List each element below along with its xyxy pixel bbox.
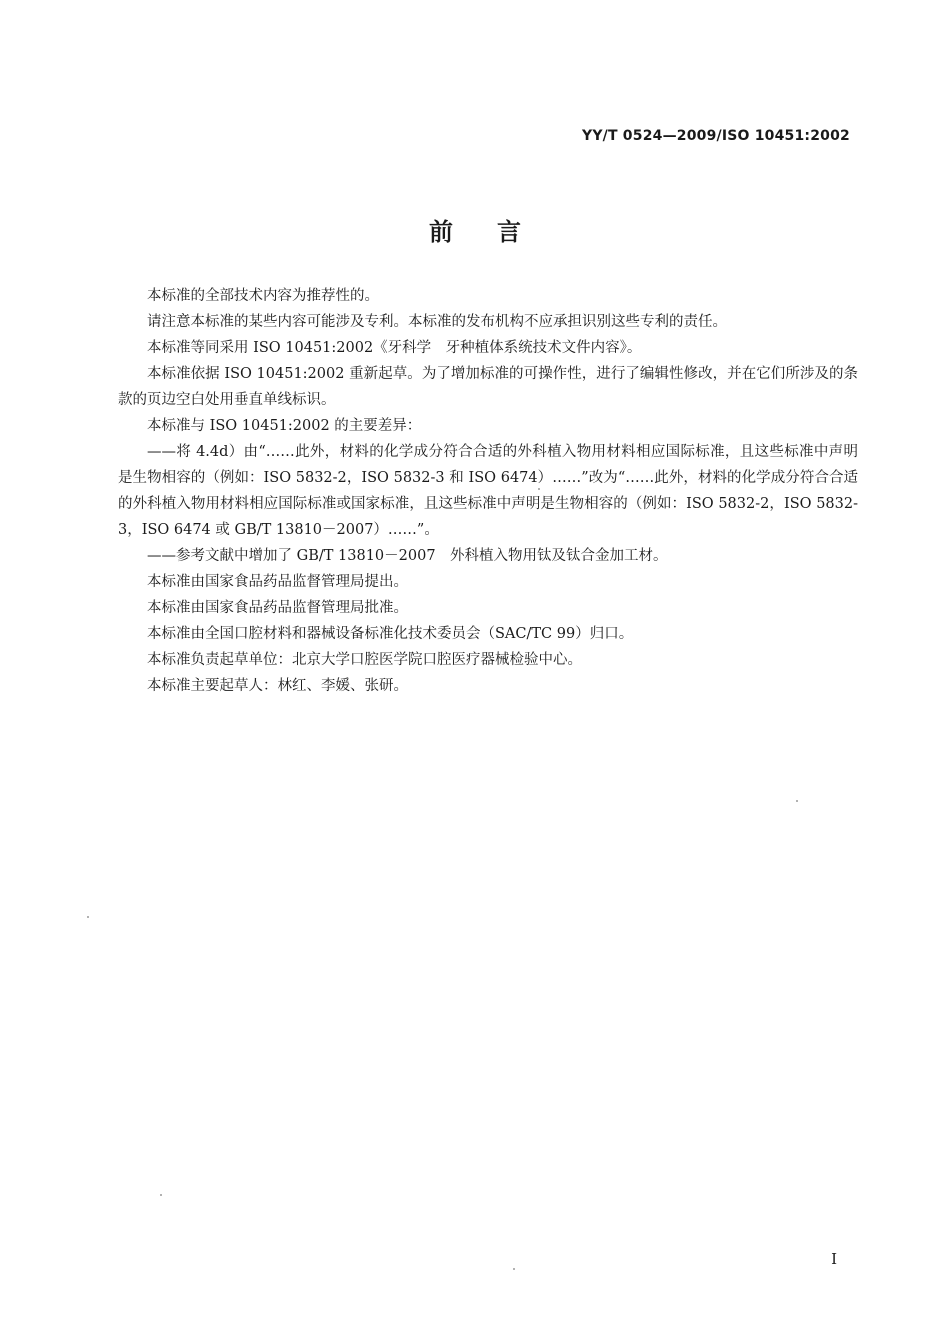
scan-speck [796, 800, 798, 802]
paragraph: ——将 4.4d）由“……此外，材料的化学成分符合合适的外科植入物用材料相应国际标准，且这些标准中声明是生物相容的（例如：ISO 5832-2，ISO 5832-3 和 ISO 6474）……”改为“……此外，材料的化学成分符合合适的外科植入物用材料相应国际标准或国家标准，且这些标准中声明是生物相容的（例如：ISO 5832-2，ISO 5832-3，ISO 6474 或 GB/T 13810－2007）……”。 [118, 444, 858, 538]
scan-speck [87, 916, 89, 918]
scan-speck [538, 488, 540, 490]
paragraph: 本标准等同采用 ISO 10451:2002《牙科学 牙种植体系统技术文件内容》。 [147, 340, 642, 356]
paragraph: 请注意本标准的某些内容可能涉及专利。本标准的发布机构不应承担识别这些专利的责任。 [147, 314, 727, 330]
paragraph: 本标准主要起草人：林红、李媛、张研。 [147, 678, 408, 694]
paragraph: 本标准由国家食品药品监督管理局提出。 [147, 574, 408, 590]
paragraph: 本标准与 ISO 10451:2002 的主要差异： [147, 418, 422, 434]
page-title: 前言 [429, 218, 565, 246]
scan-speck [160, 1194, 162, 1196]
foreword-body [118, 283, 858, 699]
page-number: I [831, 1250, 837, 1268]
paragraph: 本标准由国家食品药品监督管理局批准。 [147, 600, 408, 616]
paragraph: ——参考文献中增加了 GB/T 13810－2007 外科植入物用钛及钛合金加工材。 [147, 548, 668, 564]
standard-code: YY/T 0524—2009/ISO 10451:2002 [582, 128, 850, 144]
paragraph: 本标准依据 ISO 10451:2002 重新起草。为了增加标准的可操作性，进行了编辑性修改，并在它们所涉及的条款的页边空白处用垂直单线标识。 [118, 366, 858, 408]
scan-speck [513, 1268, 515, 1270]
paragraph: 本标准的全部技术内容为推荐性的。 [147, 288, 379, 304]
paragraph: 本标准负责起草单位：北京大学口腔医学院口腔医疗器械检验中心。 [147, 652, 582, 668]
paragraph: 本标准由全国口腔材料和器械设备标准化技术委员会（SAC/TC 99）归口。 [147, 626, 634, 642]
